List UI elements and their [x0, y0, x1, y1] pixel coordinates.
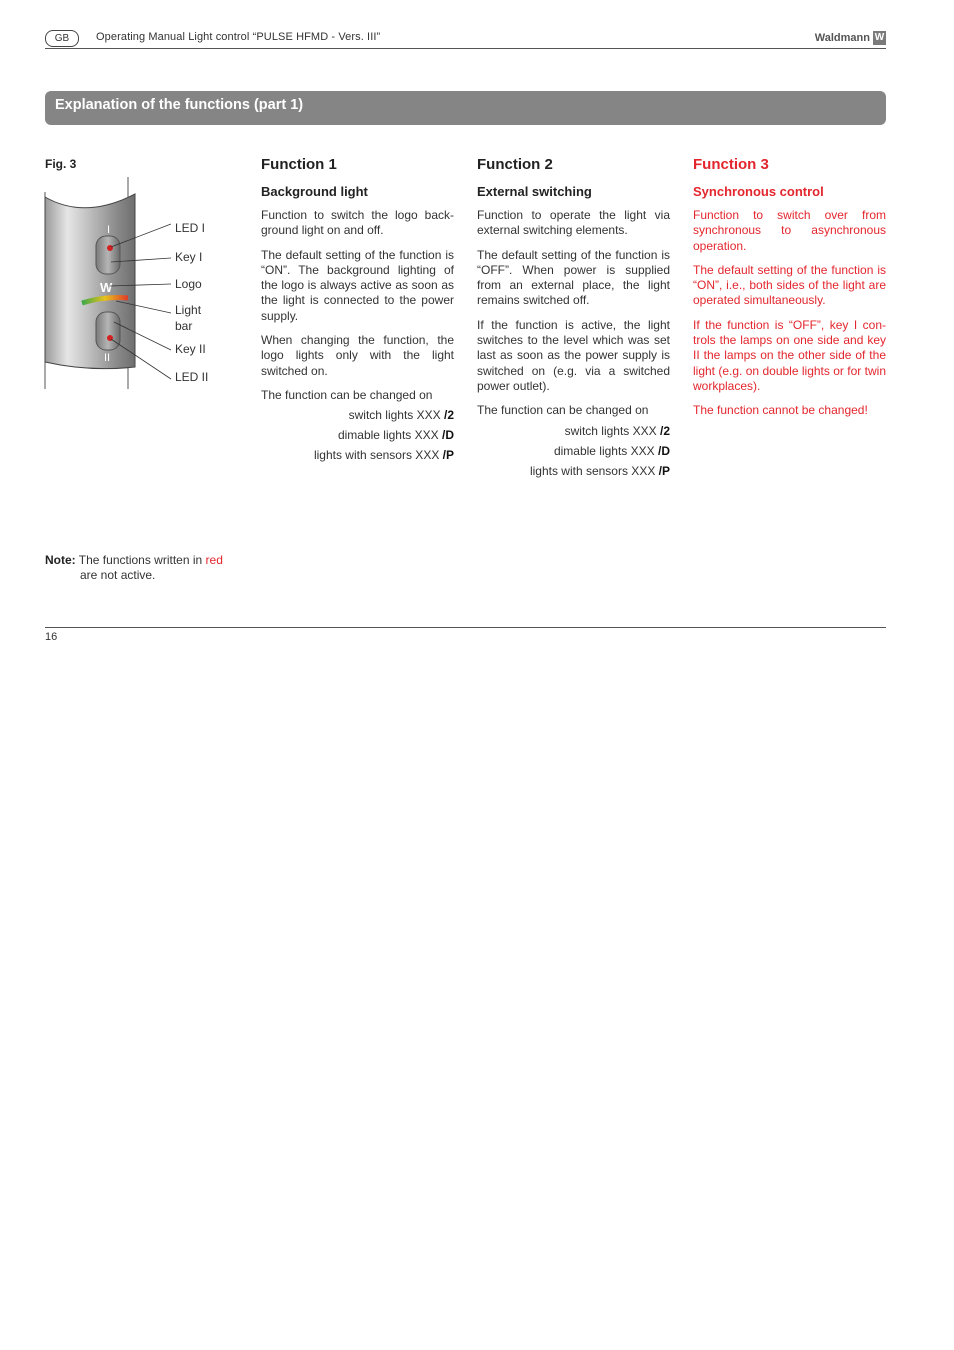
header-divider [45, 48, 886, 49]
mark-i-label: I [107, 224, 111, 236]
function-1-paragraph: The function can be changed on [261, 387, 433, 402]
option-row [261, 428, 454, 443]
option-text: dimable lights XXX [337, 428, 442, 443]
option-code: /P [442, 448, 454, 463]
function-2-paragraph: If the function is active, the light switches to the level which was set last as soon as the power supply is switched on (e.g. via a switched power outlet). [477, 317, 670, 393]
option-text: dimable lights XXX [553, 443, 658, 458]
section-title: Explanation of the functions (part 1) [55, 97, 304, 113]
function-1-paragraph: The default setting of the function is “ON”. The background lighting of the logo is always active as soon as the light is connected to the power supply. [261, 247, 454, 323]
option-row [477, 444, 670, 459]
callout-led-ii: LED II [175, 370, 209, 384]
device-body [45, 194, 135, 369]
led-i [107, 245, 113, 251]
note-label: Note: [45, 553, 76, 567]
note [45, 553, 223, 583]
note-text-continued: are not active. [80, 568, 156, 582]
callout-light: Light [175, 303, 202, 317]
footer-divider [45, 627, 886, 628]
function-3-column [693, 156, 886, 428]
function-1-paragraph: When changing the function, the logo lights only with the light switched on. [261, 333, 454, 378]
function-3-paragraph: If the function is “OFF”, key I con-trols the lamps on one side and key II the lamps on the other side of the light (e.g. on double lights or for twin workplaces). [693, 317, 886, 393]
function-3-paragraph: Function to switch over from synchronous to asynchronous operation. [693, 208, 886, 253]
function-2-column [477, 156, 670, 484]
option-text: lights with sensors XXX [313, 448, 443, 463]
brand-name: Waldmann [814, 32, 870, 44]
option-code: /D [658, 443, 670, 458]
section-header [45, 91, 886, 125]
function-3-paragraph: The default setting of the function is “ON”, i.e., both sides of the light are operated simultaneously. [693, 262, 886, 308]
mark-ii-label: II [104, 352, 111, 364]
callout-led-i: LED I [175, 221, 206, 235]
function-1-subtitle: Background light [261, 184, 368, 199]
function-1-paragraph: Function to switch the logo back-ground light on and off. [261, 208, 454, 238]
function-2-options [477, 424, 670, 479]
function-3-subtitle: Synchronous control [693, 184, 824, 199]
option-row [261, 408, 454, 423]
callout-key-i: Key I [175, 250, 203, 264]
key-i [96, 236, 120, 274]
note-text: The functions written in [78, 553, 206, 567]
callout-key-ii: Key II [175, 342, 206, 356]
language-badge: GB [45, 30, 79, 47]
option-code: /P [658, 463, 670, 478]
callout-logo: Logo [175, 277, 202, 291]
brand [815, 31, 886, 45]
note-red-word: red [205, 553, 223, 567]
device-illustration [40, 172, 240, 392]
option-row [477, 464, 670, 479]
page-number: 16 [45, 631, 58, 643]
function-2-subtitle: External switching [477, 184, 592, 199]
function-3-title: Function 3 [693, 156, 769, 173]
option-text: lights with sensors XXX [529, 463, 659, 478]
option-code: /D [442, 428, 454, 443]
function-2-paragraph: Function to operate the light via external switching elements. [477, 208, 670, 238]
option-text: switch lights XXX [348, 408, 444, 423]
function-3-paragraph: The function cannot be changed! [693, 403, 868, 418]
option-text: switch lights XXX [564, 423, 660, 438]
function-2-title: Function 2 [477, 156, 553, 173]
figure-device-diagram [40, 172, 240, 392]
brand-logo-icon: W [874, 32, 885, 43]
option-code: /2 [659, 423, 670, 438]
document-title: Operating Manual Light control “PULSE HFMD - Vers. III” [96, 31, 381, 43]
function-1-column [261, 156, 454, 468]
function-1-title: Function 1 [261, 156, 337, 173]
option-row [261, 448, 454, 463]
logo-mark: W [100, 280, 113, 295]
callout-bar: bar [175, 319, 193, 333]
option-code: /2 [443, 408, 454, 423]
option-row [477, 424, 670, 439]
function-2-paragraph: The default setting of the function is “OFF”. When power is supplied from an external place, the light remains switched off. [477, 247, 670, 308]
function-2-paragraph: The function can be changed on [477, 403, 649, 418]
figure-label: Fig. 3 [45, 157, 77, 171]
function-1-options [261, 408, 454, 463]
key-ii [96, 312, 120, 350]
